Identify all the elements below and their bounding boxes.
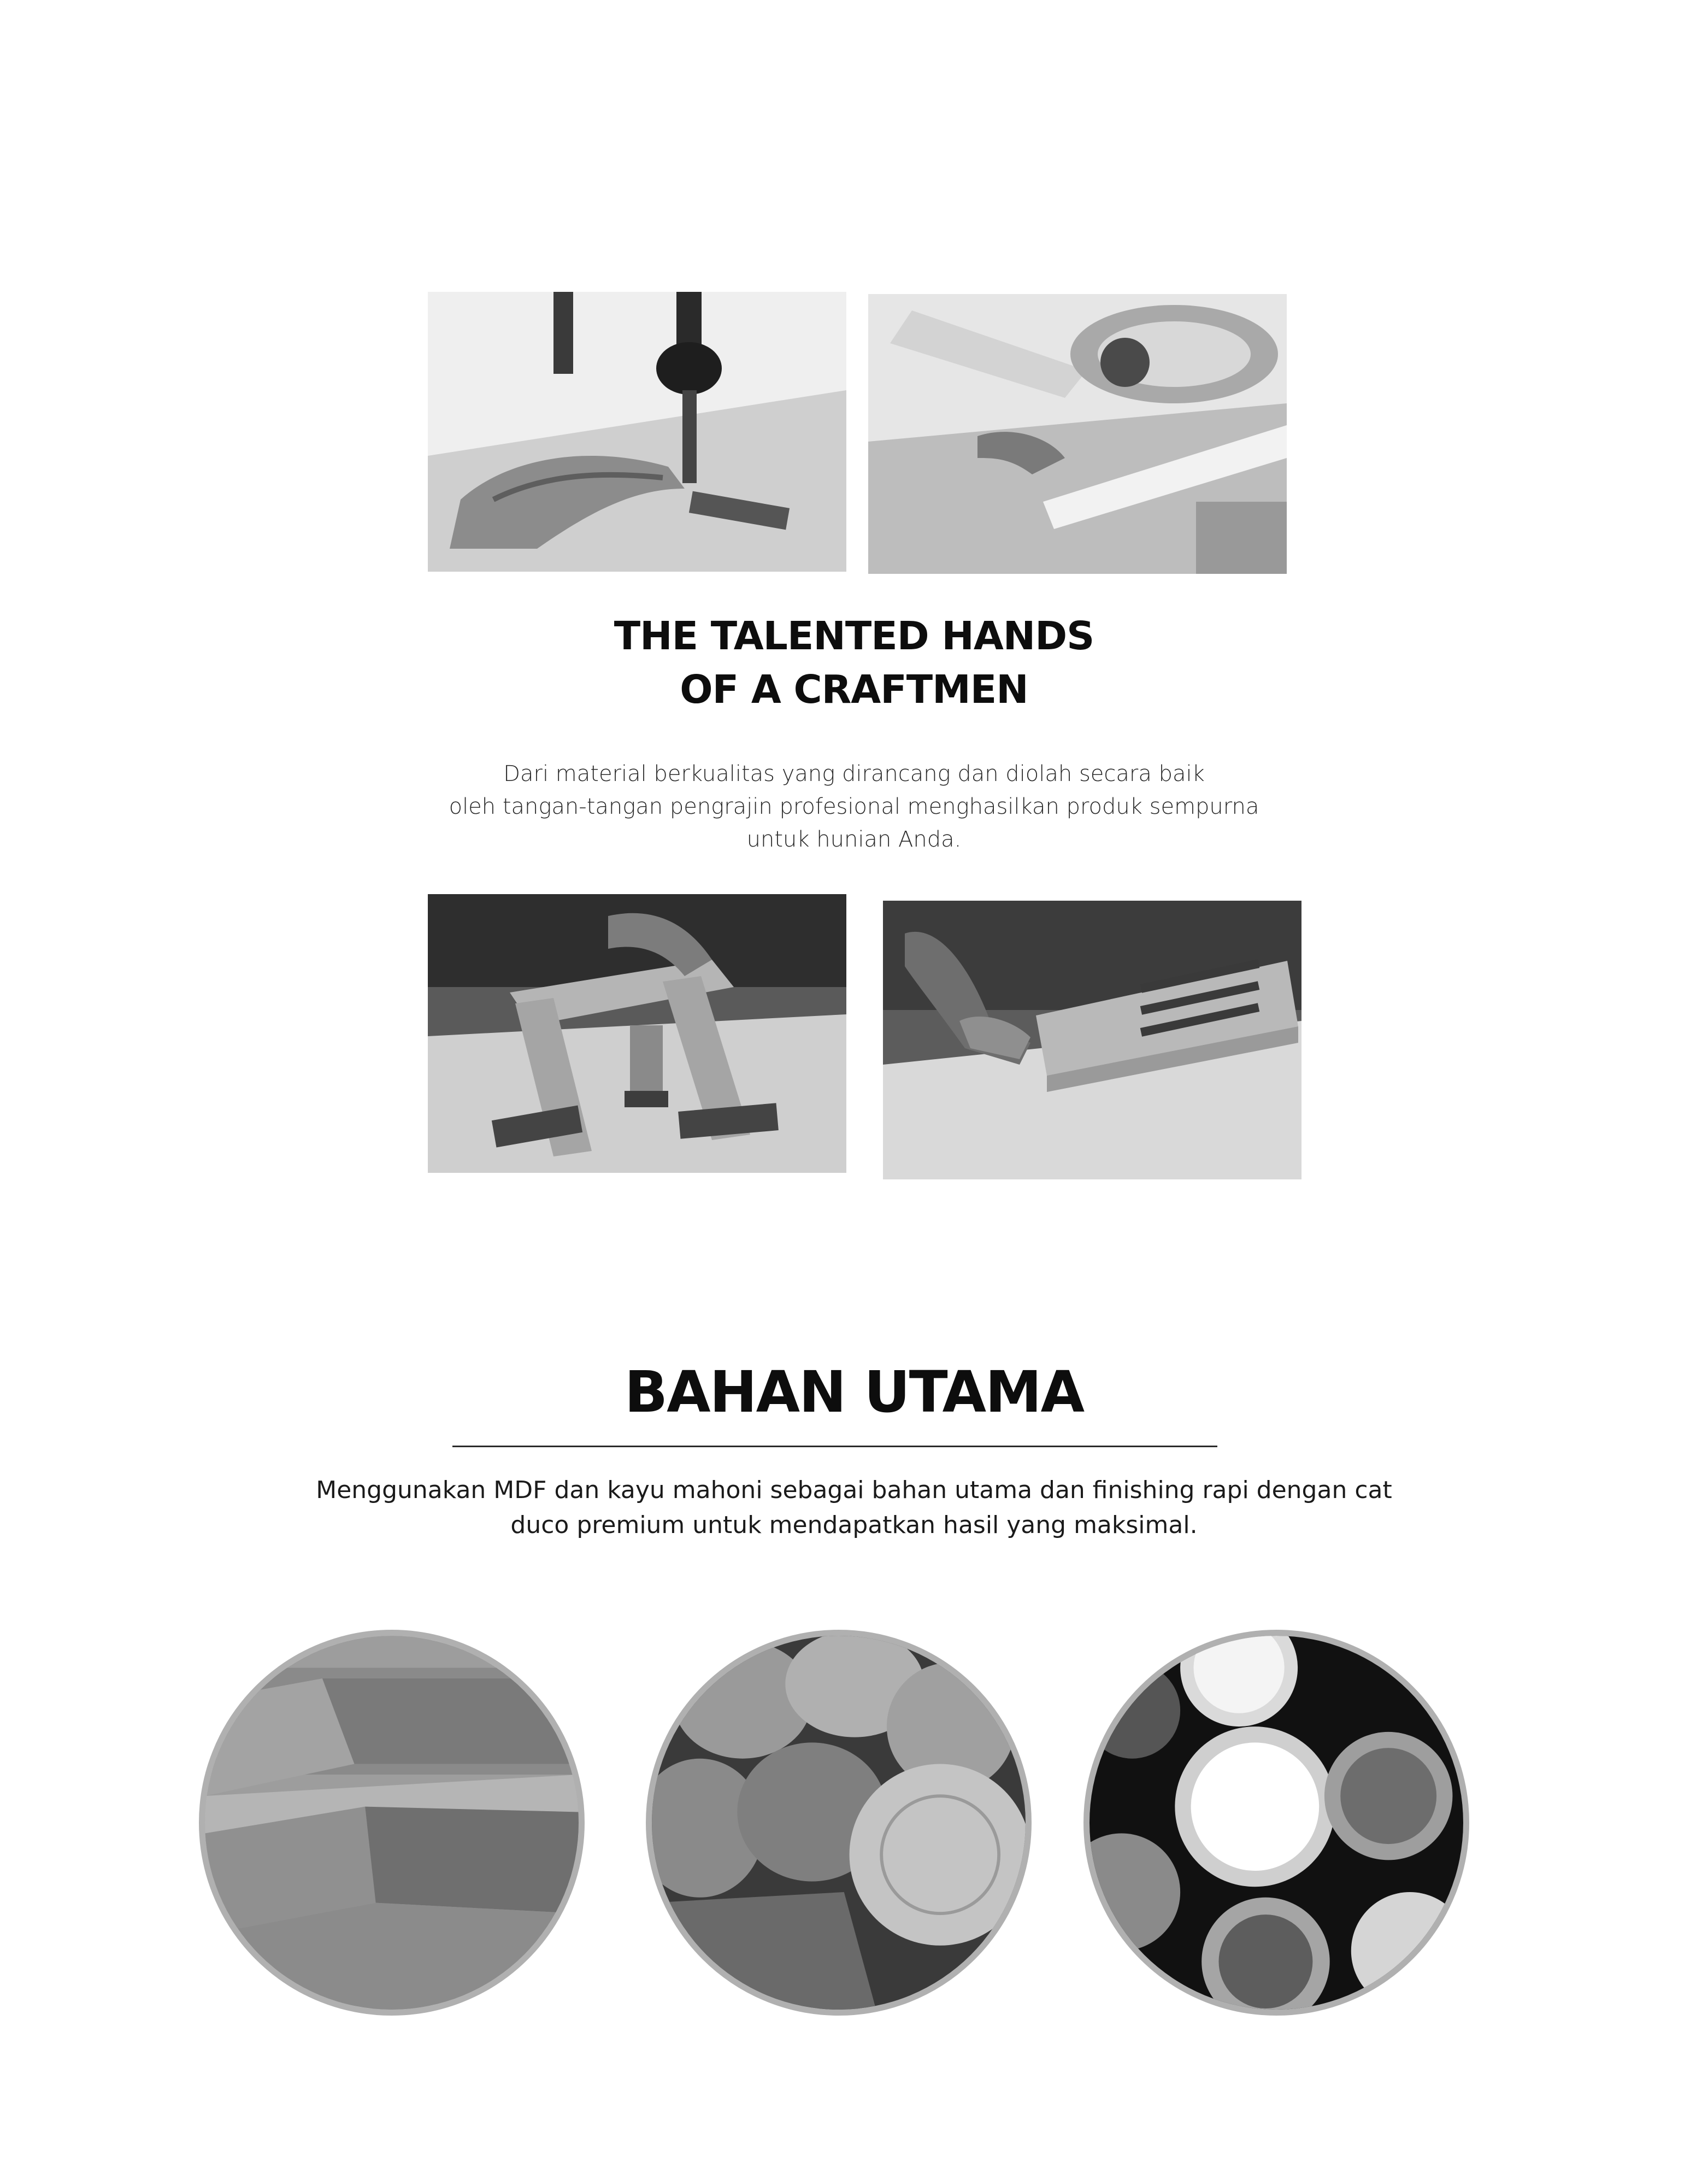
- wood-panel-sanding-photo: [883, 901, 1301, 1179]
- materials-description-line-1: Menggunakan MDF dan kayu mahoni sebagai bahan utama dan finishing rapi dengan cat: [316, 1476, 1392, 1504]
- craftsmanship-description-line-1: Dari material berkualitas yang dirancang dan diolah secara baik: [503, 761, 1205, 786]
- materials-description-line-2: duco premium untuk mendapatkan hasil yang maksimal.: [510, 1511, 1198, 1539]
- craftsmanship-description: [417, 757, 1291, 856]
- paint-cans-photo: [1083, 1630, 1469, 2016]
- craftsmanship-description-line-2: oleh tangan-tangan pengrajin profesional menghasilkan produk sempurna: [449, 794, 1259, 819]
- table-saw-photo: [868, 294, 1287, 574]
- craftsmanship-title-line-2: OF A CRAFTMEN: [680, 667, 1028, 712]
- craftsmanship-description-line-3: untuk hunian Anda.: [746, 827, 962, 852]
- mahogany-logs-photo: [646, 1630, 1032, 2016]
- materials-title: BAHAN UTAMA: [624, 1359, 1084, 1425]
- title-divider: [452, 1446, 1217, 1447]
- frame-clamp-photo: [428, 894, 846, 1173]
- mdf-boards-photo: [199, 1630, 585, 2016]
- craftsmanship-title: [417, 609, 1291, 716]
- craftsmanship-title-line-1: THE TALENTED HANDS: [614, 613, 1094, 659]
- materials-description: [308, 1473, 1400, 1543]
- drill-press-photo: [428, 292, 846, 572]
